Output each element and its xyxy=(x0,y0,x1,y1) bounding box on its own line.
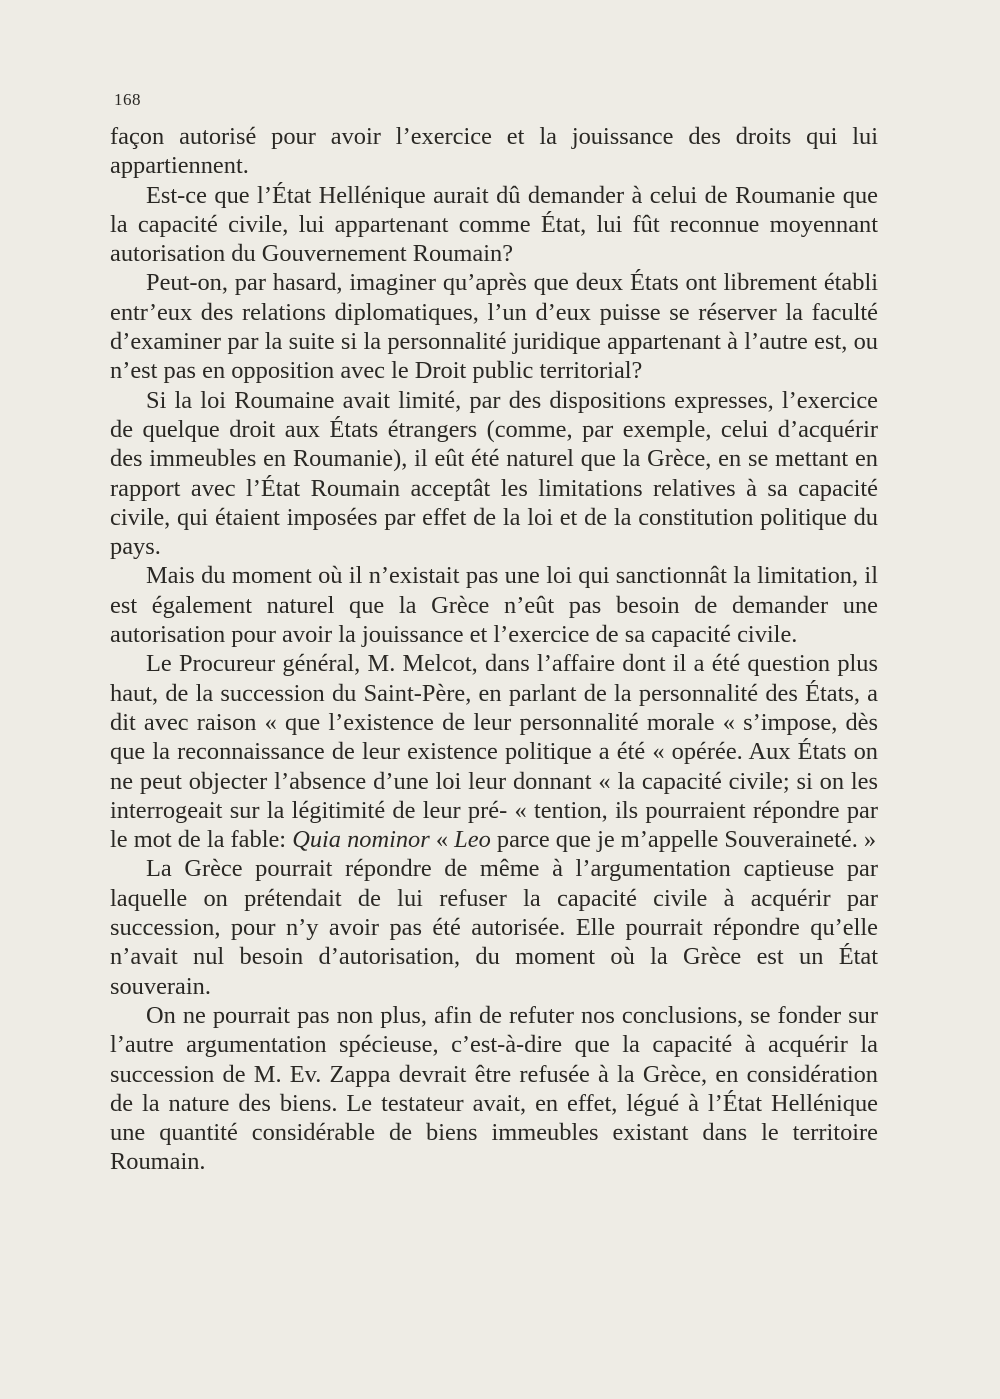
paragraph-6-italic-b: Leo xyxy=(454,826,491,854)
paragraph-7: La Grèce pourrait répondre de même à l’argumentation captieuse par laquelle on prétendait de lui refuser la capacité civile à acquérir par succession, pour n’y avoir pas été autorisée. Elle pourrait répondre qu’elle n’avait nul besoin d’autorisation, du moment où la Grèce est un État souverain. xyxy=(110,855,878,1000)
paragraph-6-text-a: Le Procureur général, M. Melcot, dans l’affaire dont il a été question plus haut, de la succession du Saint-Père, en parlant de la personnalité des États, a dit avec raison « que l’existence de leur personnalité morale « s’impose, dès que la reconnaissance de leur existence politique a été « opérée. Aux États on ne peut objecter l’absence d’une loi leur donnant « la capacité civile; si on les interrogeait sur la légitimité de leur pré- « tention, ils pourraient répondre par le mot de la fable: xyxy=(110,650,878,854)
paragraph-5: Mais du moment où il n’existait pas une loi qui sanctionnât la limitation, il est également naturel que la Grèce n’eût pas besoin de demander une autorisation pour avoir la jouissance et l’exercice de sa capacité civile. xyxy=(110,562,878,649)
paragraph-8: On ne pourrait pas non plus, afin de refuter nos conclusions, se fonder sur l’autre argumentation spécieuse, c’est-à-dire que la capacité à acquérir la succession de M. Ev. Zappa devrait être refusée à la Grèce, en considération de la nature des biens. Le testateur avait, en effet, légué à l’État Hellénique une quantité considérable de biens immeubles existant dans le territoire Roumain. xyxy=(110,1001,878,1176)
paragraph-1: façon autorisé pour avoir l’exercice et la jouissance des droits qui lui appartiennent. xyxy=(110,123,878,180)
page-number: 168 xyxy=(114,90,141,109)
paragraph-6-italic-a: Quia nominor xyxy=(292,826,430,854)
paragraph-2: Est-ce que l’État Hellénique aurait dû demander à celui de Roumanie que la capacité civile, lui appartenant comme État, lui fût reconnue moyennant autorisation du Gouvernement Roumain? xyxy=(110,181,878,268)
paragraph-3: Peut-on, par hasard, imaginer qu’après que deux États ont librement établi entr’eux des relations diplomatiques, l’un d’eux puisse se réserver la faculté d’examiner par la suite si la personnalité juridique appartenant à l’autre est, ou n’est pas en opposition avec le Droit public territorial? xyxy=(110,269,878,385)
paragraph-4: Si la loi Roumaine avait limité, par des dispositions expresses, l’exercice de quelque droit aux États étrangers (comme, par exemple, celui d’acquérir des immeubles en Roumanie), il eût été naturel que la Grèce, en se mettant en rapport avec l’État Roumain acceptât les limitations relatives à sa capacité civile, qui étaient imposées par effet de la loi et de la constitution politique du pays. xyxy=(110,386,878,561)
body-text xyxy=(110,122,878,1177)
paragraph-6-text-c: parce que je m’appelle Souveraineté. » xyxy=(496,826,877,854)
paragraph-6-text-b: « xyxy=(435,826,449,854)
paragraph-6 xyxy=(110,649,878,854)
